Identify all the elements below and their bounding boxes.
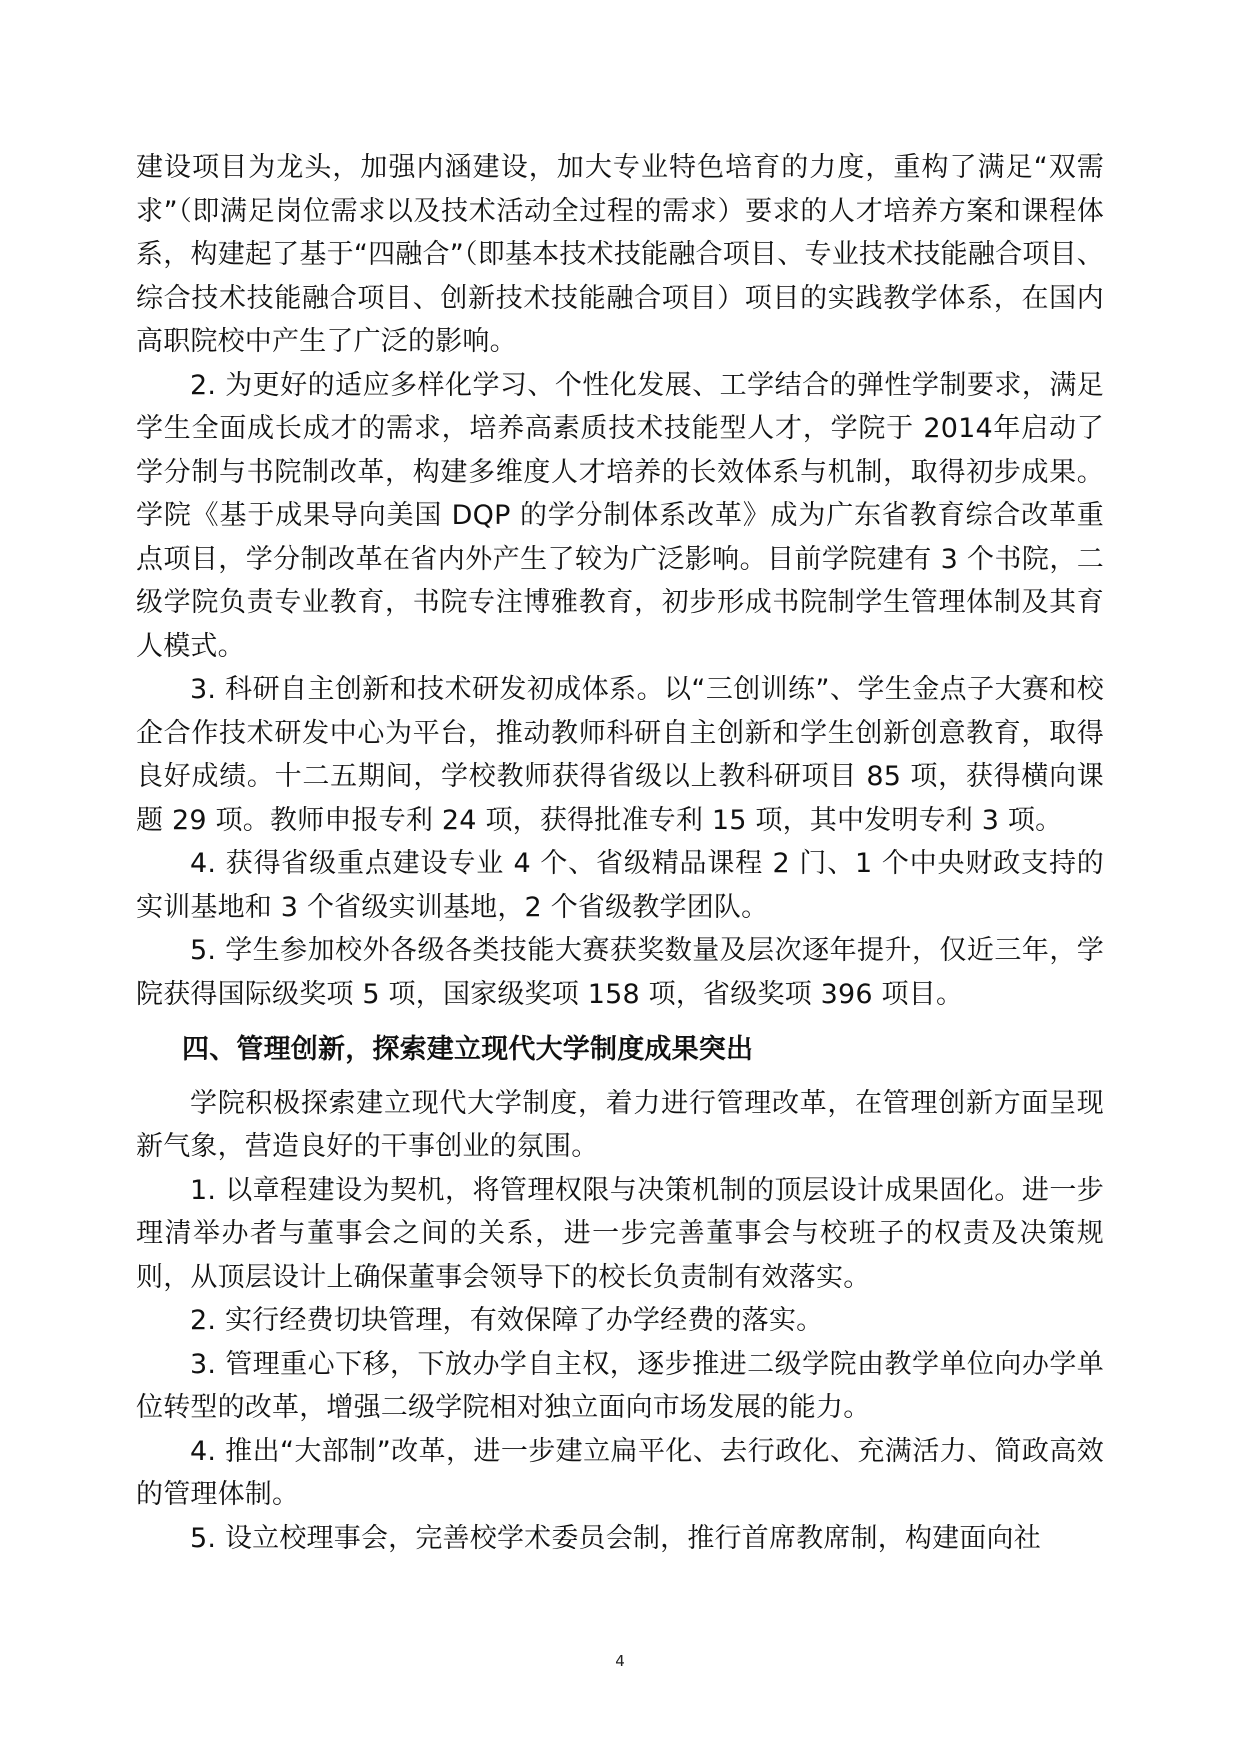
section-item-2: 2. 实行经费切块管理，有效保障了办学经费的落实。 bbox=[190, 1305, 824, 1336]
paragraph-continuation: 建设项目为龙头，加强内涵建设，加大专业特色培育的力度，重构了满足“双需求”（即满足岗位需求以及技术活动全过程的需求）要求的人才培养方案和课程体系，构建起了基于“四融合”（即基本技术技能融合项目、专业技术技能融合项目、综合技术技能融合项目、创新技术技能融合项目）项目的实践教学体系，在国内高职院校中产生了广泛的影响。 bbox=[136, 152, 1104, 357]
section-heading: 四、管理创新，探索建立现代大学制度成果突出 bbox=[182, 1034, 754, 1065]
section-item-5: 5. 设立校理事会，完善校学术委员会制，推行首席教席制，构建面向社 bbox=[190, 1522, 1041, 1554]
paragraph-item-4: 4. 获得省级重点建设专业 4 个、省级精品课程 2 门、1 个中央财政支持的实训基地和 3 个省级实训基地，2 个省级教学团队。 bbox=[136, 848, 1104, 923]
section-item-1: 1. 以章程建设为契机，将管理权限与决策机制的顶层设计成果固化。进一步理清举办者与董事会之间的关系，进一步完善董事会与校班子的权责及决策规则，从顶层设计上确保董事会领导下的校长负责制有效落实。 bbox=[136, 1174, 1104, 1293]
section-item-4: 4. 推出“大部制”改革，进一步建立扁平化、去行政化、充满活力、简政高效的管理体制。 bbox=[136, 1435, 1104, 1510]
page-number: 4 bbox=[615, 1652, 625, 1670]
paragraph-item-3: 3. 科研自主创新和技术研发初成体系。以“三创训练”、学生金点子大赛和校企合作技术研发中心为平台，推动教师科研自主创新和学生创新创意教育，取得良好成绩。十二五期间，学校教师获得省级以上教科研项目 85 项，获得横向课题 29 项。教师申报专利 24 项，获得批准专利 15 项，其中发明专利 3 项。 bbox=[136, 674, 1104, 836]
paragraph-item-2: 2. 为更好的适应多样化学习、个性化发展、工学结合的弹性学制要求，满足学生全面成长成才的需求，培养高素质技术技能型人才，学院于 2014年启动了学分制与书院制改革，构建多维度人才培养的长效体系与机制，取得初步成果。学院《基于成果导向美国 DQP 的学分制体系改革》成为广东省教育综合改革重点项目，学分制改革在省内外产生了较为广泛影响。目前学院建有 3 个书院，二级学院负责专业教育，书院专注博雅教育，初步形成书院制学生管理体制及其育人模式。 bbox=[136, 369, 1104, 662]
document-body bbox=[136, 146, 1104, 1560]
paragraph-item-5: 5. 学生参加校外各级各类技能大赛获奖数量及层次逐年提升，仅近三年，学院获得国际级奖项 5 项，国家级奖项 158 项，省级奖项 396 项目。 bbox=[136, 935, 1104, 1010]
section-intro-paragraph: 学院积极探索建立现代大学制度，着力进行管理改革，在管理创新方面呈现新气象，营造良好的干事创业的氛围。 bbox=[136, 1087, 1104, 1162]
section-item-3: 3. 管理重心下移，下放办学自主权，逐步推进二级学院由教学单位向办学单位转型的改革，增强二级学院相对独立面向市场发展的能力。 bbox=[136, 1348, 1104, 1423]
